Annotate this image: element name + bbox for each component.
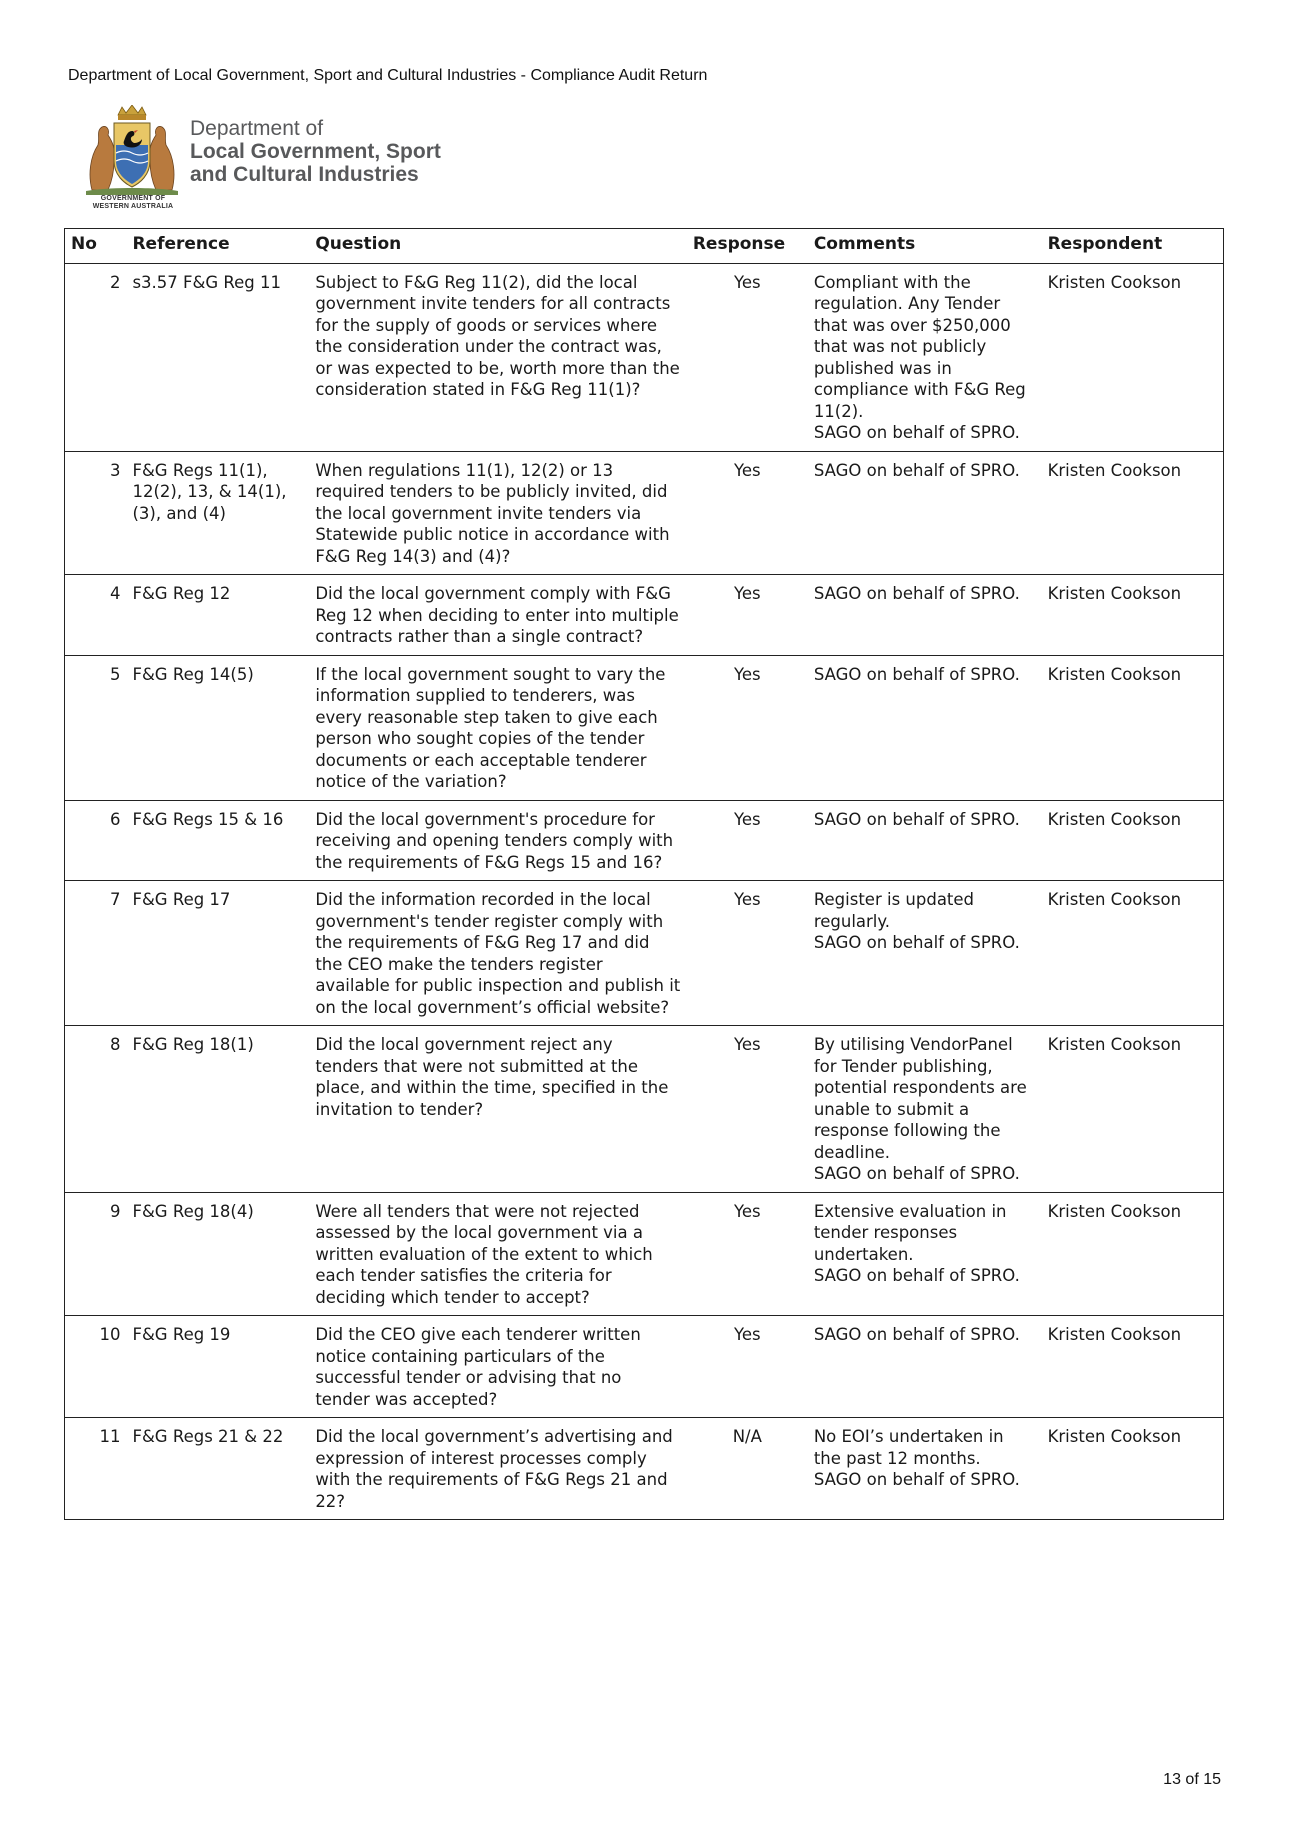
cell-response: Yes [687, 881, 808, 1026]
table-row [65, 451, 1224, 575]
cell-respondent: Kristen Cookson [1042, 800, 1224, 881]
column-header-question: Question [309, 229, 687, 264]
cell-comments: SAGO on behalf of SPRO. [808, 575, 1042, 656]
cell-no: 11 [65, 1418, 127, 1520]
cell-reference: F&G Reg 18(4) [126, 1192, 309, 1316]
department-name [190, 117, 441, 186]
cell-question: Did the local government comply with F&G Reg 12 when deciding to enter into multiple contracts rather than a single contract? [309, 575, 687, 656]
cell-question: Were all tenders that were not rejected assessed by the local government via a written evaluation of the extent to which each tender satisfies the criteria for deciding which tender to accept? [309, 1192, 687, 1316]
table-row [65, 1026, 1224, 1193]
cell-response: N/A [687, 1418, 808, 1520]
table-row [65, 655, 1224, 800]
department-logo [78, 105, 458, 210]
cell-no: 5 [65, 655, 127, 800]
cell-question: Did the information recorded in the local government's tender register comply with the requirements of F&G Reg 17 and did the CEO make the tenders register available for public inspection and publish it on the local government’s official website? [309, 881, 687, 1026]
cell-reference: F&G Reg 18(1) [126, 1026, 309, 1193]
cell-question: Did the CEO give each tenderer written notice containing particulars of the successful tender or advising that no tender was accepted? [309, 1316, 687, 1418]
crest-caption-line2: WESTERN AUSTRALIA [92, 203, 174, 210]
department-name-line3: and Cultural Industries [190, 163, 419, 186]
cell-no: 10 [65, 1316, 127, 1418]
cell-respondent: Kristen Cookson [1042, 1316, 1224, 1418]
cell-question: Did the local government’s advertising and expression of interest processes comply with the requirements of F&G Regs 21 and 22? [309, 1418, 687, 1520]
column-header-no: No [65, 229, 127, 264]
cell-no: 8 [65, 1026, 127, 1193]
cell-comments: No EOI’s undertaken in the past 12 months. SAGO on behalf of SPRO. [808, 1418, 1042, 1520]
cell-no: 2 [65, 263, 127, 451]
cell-response: Yes [687, 1192, 808, 1316]
cell-question: Did the local government's procedure for receiving and opening tenders comply with the requirements of F&G Regs 15 and 16? [309, 800, 687, 881]
cell-no: 6 [65, 800, 127, 881]
cell-respondent: Kristen Cookson [1042, 451, 1224, 575]
page-number: 13 of 15 [1163, 1771, 1221, 1788]
cell-reference: F&G Reg 17 [126, 881, 309, 1026]
cell-respondent: Kristen Cookson [1042, 263, 1224, 451]
cell-response: Yes [687, 1316, 808, 1418]
cell-no: 9 [65, 1192, 127, 1316]
cell-reference: F&G Regs 11(1), 12(2), 13, & 14(1), (3), and (4) [126, 451, 309, 575]
cell-comments: SAGO on behalf of SPRO. [808, 451, 1042, 575]
cell-no: 7 [65, 881, 127, 1026]
cell-comments: Extensive evaluation in tender responses undertaken. SAGO on behalf of SPRO. [808, 1192, 1042, 1316]
cell-response: Yes [687, 263, 808, 451]
cell-no: 3 [65, 451, 127, 575]
cell-question: If the local government sought to vary the information supplied to tenderers, was every reasonable step taken to give each person who sought copies of the tender documents or each acceptable tenderer notice of the variation? [309, 655, 687, 800]
cell-respondent: Kristen Cookson [1042, 1026, 1224, 1193]
column-header-response: Response [687, 229, 808, 264]
department-name-line2: Local Government, Sport [190, 140, 441, 163]
table-row [65, 1418, 1224, 1520]
cell-respondent: Kristen Cookson [1042, 575, 1224, 656]
cell-respondent: Kristen Cookson [1042, 881, 1224, 1026]
cell-response: Yes [687, 575, 808, 656]
cell-comments: Register is updated regularly. SAGO on behalf of SPRO. [808, 881, 1042, 1026]
cell-comments: SAGO on behalf of SPRO. [808, 655, 1042, 800]
cell-question: When regulations 11(1), 12(2) or 13 required tenders to be publicly invited, did the local government invite tenders via Statewide public notice in accordance with F&G Reg 14(3) and (4)? [309, 451, 687, 575]
document-header: Department of Local Government, Sport and Cultural Industries - Compliance Audit Return [68, 67, 708, 84]
wa-coat-of-arms-icon [78, 105, 186, 200]
table-row [65, 263, 1224, 451]
cell-respondent: Kristen Cookson [1042, 1418, 1224, 1520]
cell-comments: SAGO on behalf of SPRO. [808, 1316, 1042, 1418]
column-header-comments: Comments [808, 229, 1042, 264]
cell-reference: F&G Reg 12 [126, 575, 309, 656]
column-header-respondent: Respondent [1042, 229, 1224, 264]
cell-respondent: Kristen Cookson [1042, 1192, 1224, 1316]
compliance-audit-table [64, 228, 1224, 1520]
table-header-row [65, 229, 1224, 264]
cell-question: Did the local government reject any tenders that were not submitted at the place, and within the time, specified in the invitation to tender? [309, 1026, 687, 1193]
cell-respondent: Kristen Cookson [1042, 655, 1224, 800]
table-row [65, 881, 1224, 1026]
cell-question: Subject to F&G Reg 11(2), did the local government invite tenders for all contracts for the supply of goods or services where the consideration under the contract was, or was expected to be, worth more than the consideration stated in F&G Reg 11(1)? [309, 263, 687, 451]
column-header-reference: Reference [126, 229, 309, 264]
cell-response: Yes [687, 1026, 808, 1193]
department-name-line1: Department of [190, 117, 324, 140]
table-row [65, 1316, 1224, 1418]
cell-response: Yes [687, 800, 808, 881]
cell-reference: F&G Regs 15 & 16 [126, 800, 309, 881]
crest-caption-line1: GOVERNMENT OF [100, 195, 166, 202]
cell-reference: s3.57 F&G Reg 11 [126, 263, 309, 451]
crest-caption [78, 195, 188, 211]
cell-response: Yes [687, 451, 808, 575]
cell-no: 4 [65, 575, 127, 656]
cell-reference: F&G Reg 14(5) [126, 655, 309, 800]
cell-response: Yes [687, 655, 808, 800]
table-row [65, 1192, 1224, 1316]
cell-comments: SAGO on behalf of SPRO. [808, 800, 1042, 881]
table-row [65, 800, 1224, 881]
cell-comments: By utilising VendorPanel for Tender publishing, potential respondents are unable to submit a response following the deadline. SAGO on behalf of SPRO. [808, 1026, 1042, 1193]
cell-reference: F&G Regs 21 & 22 [126, 1418, 309, 1520]
table-row [65, 575, 1224, 656]
cell-comments: Compliant with the regulation. Any Tender that was over $250,000 that was not publicly published was in compliance with F&G Reg 11(2). SAGO on behalf of SPRO. [808, 263, 1042, 451]
cell-reference: F&G Reg 19 [126, 1316, 309, 1418]
